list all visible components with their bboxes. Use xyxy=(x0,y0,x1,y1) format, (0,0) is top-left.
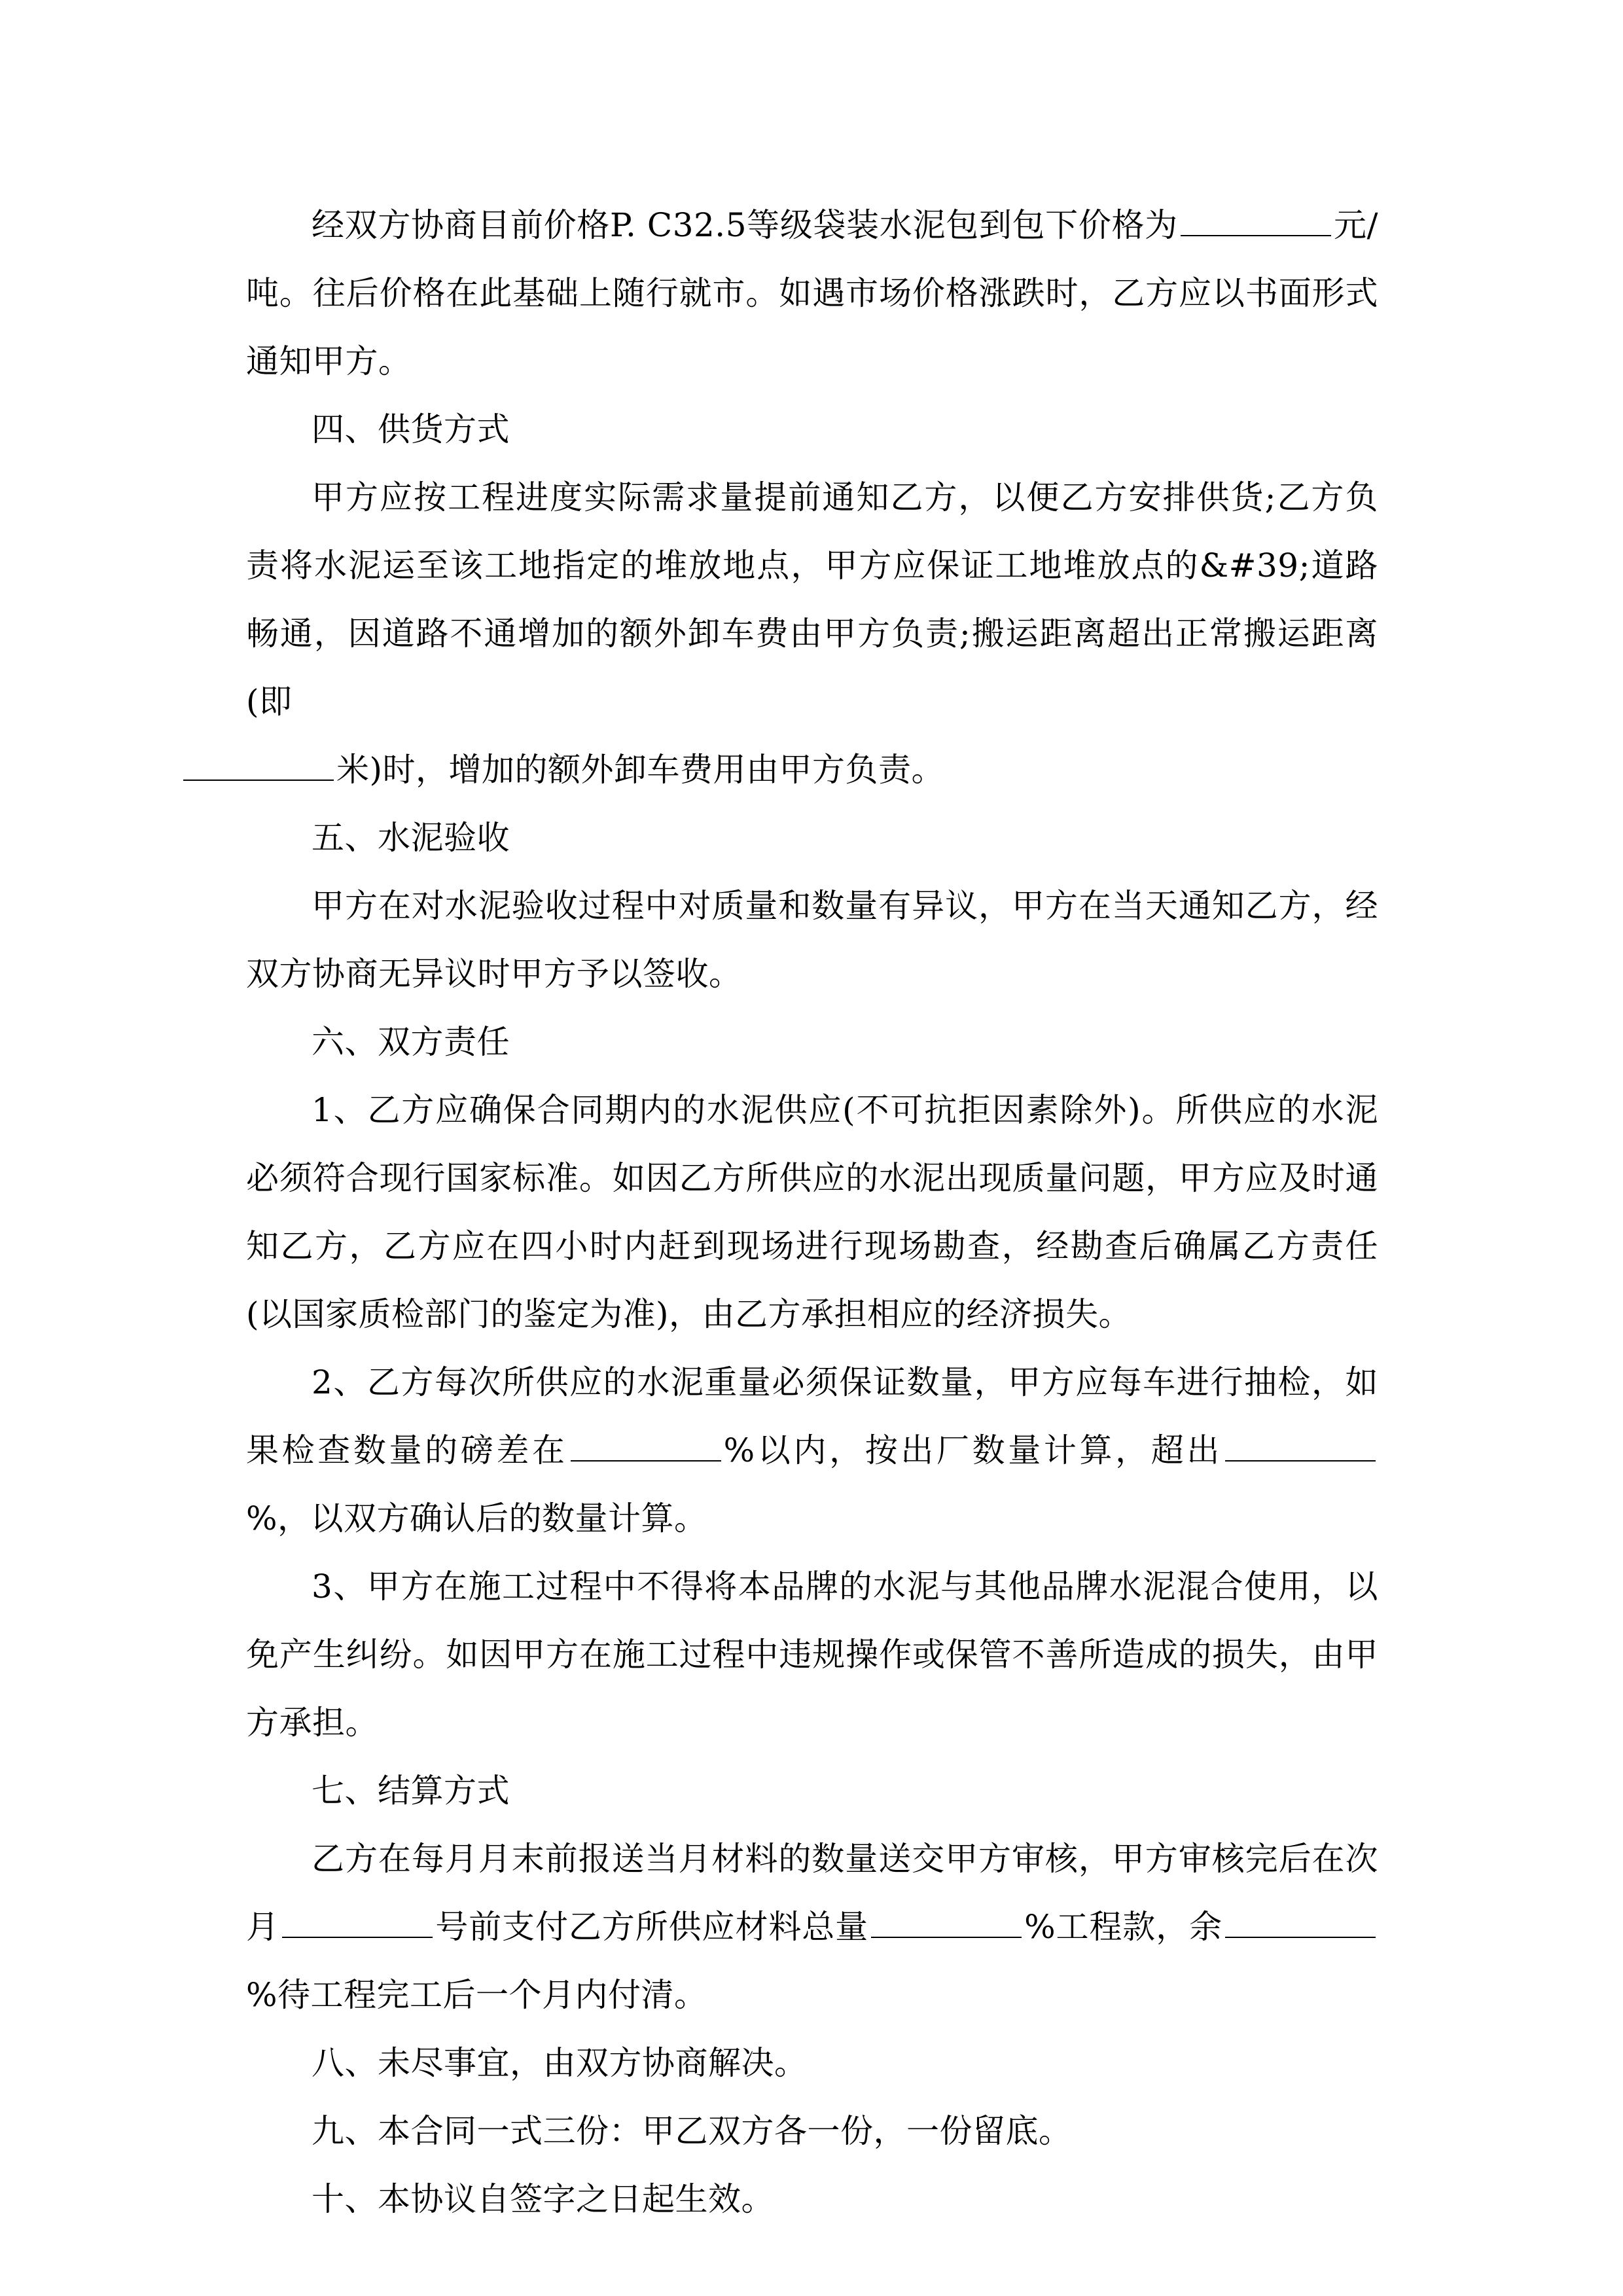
document-body xyxy=(246,191,1378,2233)
duty2-text-a: 2、乙方每次所供应的水泥重量必须保证数量，甲方应每车进行抽检，如果检查数量的磅差在 xyxy=(246,1363,1378,1469)
payment-percent-blank xyxy=(871,1910,1022,1938)
responsibility-item-2 xyxy=(246,1348,1378,1552)
settle-text-d: %待工程完工后一个月内付清。 xyxy=(246,1976,707,2014)
responsibility-item-3: 3、甲方在施工过程中不得将本品牌的水泥与其他品牌水泥混合使用，以免产生纠纷。如因甲方在施工过程中违规操作或保管不善所造成的损失，由甲方承担。 xyxy=(246,1568,1378,1742)
section-heading-settlement: 七、结算方式 xyxy=(312,1772,510,1810)
settlement-paragraph xyxy=(246,1825,1378,2029)
clause-8: 八、未尽事宜，由双方协商解决。 xyxy=(312,2044,808,2082)
price-text-a: 经双方协商目前价格P. C32.5等级袋装水泥包到包下价格为 xyxy=(312,206,1178,244)
clause-10: 十、本协议自签字之日起生效。 xyxy=(312,2180,774,2218)
excess-blank xyxy=(1225,1434,1376,1462)
section-heading-responsibility: 六、双方责任 xyxy=(312,1023,510,1061)
responsibility-item-1: 1、乙方应确保合同期内的水泥供应(不可抗拒因素除外)。所供应的水泥必须符合现行国家标准。如因乙方所供应的水泥出现质量问题，甲方应及时通知乙方，乙方应在四小时内赶到现场进行现场勘查，经勘查后确属乙方责任(以国家质检部门的鉴定为准)，由乙方承担相应的经济损失。 xyxy=(246,1091,1378,1333)
price-text-b: 元/吨。往后价格在此基础上随行就市。如遇市场价格涨跌时，乙方应以书面形式通知甲方。 xyxy=(246,206,1378,380)
settle-text-a: 乙方在每月月末前报送当月材料的数量送交甲方审核，甲方审核完后在次月 xyxy=(246,1840,1378,1946)
clause-9: 九、本合同一式三份：甲乙双方各一份，一份留底。 xyxy=(312,2112,1072,2150)
duty2-text-b: %以内，按出厂数量计算，超出 xyxy=(723,1431,1222,1469)
supply-text-b: 米)时，增加的额外卸车费用由甲方负责。 xyxy=(336,751,945,789)
inspection-paragraph: 甲方在对水泥验收过程中对质量和数量有异议，甲方在当天通知乙方，经双方协商无异议时甲方予以签收。 xyxy=(246,887,1378,993)
section-heading-supply: 四、供货方式 xyxy=(312,410,510,448)
tolerance-blank xyxy=(571,1434,721,1462)
price-paragraph xyxy=(246,191,1378,395)
settle-text-c: %工程款，余 xyxy=(1024,1908,1222,1946)
remainder-percent-blank xyxy=(1225,1910,1376,1938)
settle-text-b: 号前支付乙方所供应材料总量 xyxy=(435,1908,869,1946)
supply-paragraph xyxy=(246,463,1378,804)
duty2-text-c: %，以双方确认后的数量计算。 xyxy=(246,1499,707,1537)
section-heading-inspection: 五、水泥验收 xyxy=(312,819,510,857)
supply-text-a: 甲方应按工程进度实际需求量提前通知乙方，以便乙方安排供货;乙方负责将水泥运至该工地指定的堆放地点，甲方应保证工地堆放点的&#39;道路畅通，因道路不通增加的额外卸车费由甲方负责;搬运距离超出正常搬运距离(即 xyxy=(246,478,1378,721)
distance-blank xyxy=(183,753,334,781)
day-blank xyxy=(282,1910,433,1938)
price-blank xyxy=(1181,209,1331,236)
